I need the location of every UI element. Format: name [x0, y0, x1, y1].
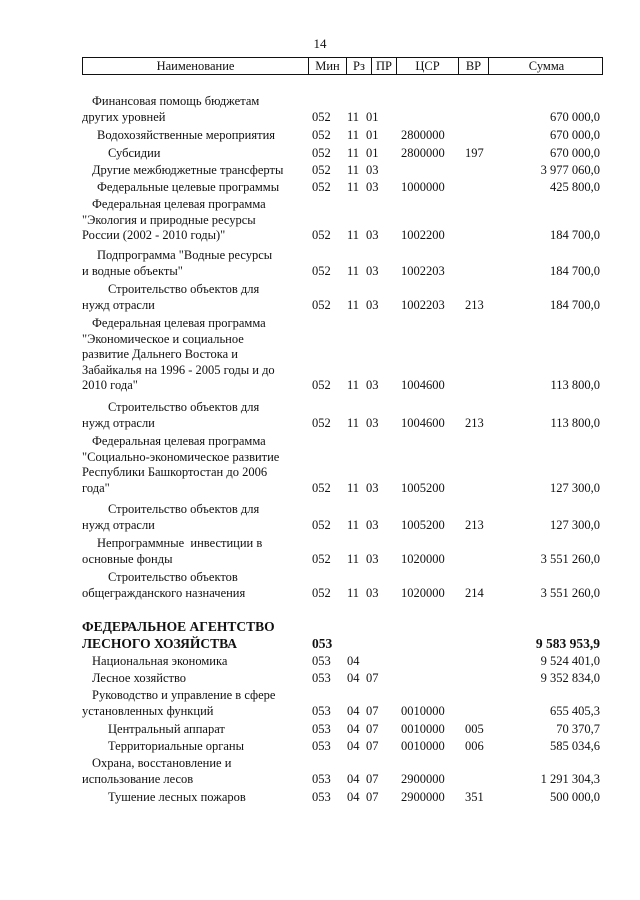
cell-vr: 351 — [465, 790, 484, 804]
row-name-line: Другие межбюджетные трансферты — [92, 163, 284, 177]
cell-rz: 11 — [347, 128, 360, 142]
row-name-line: Руководство и управление в сфере — [92, 688, 276, 702]
cell-csr: 1004600 — [401, 378, 445, 392]
cell-pr: 01 — [366, 128, 379, 142]
cell-rz: 11 — [347, 517, 360, 532]
row-name-line: ЛЕСНОГО ХОЗЯЙСТВА — [82, 636, 238, 651]
row-name-line: ФЕДЕРАЛЬНОЕ АГЕНТСТВО — [82, 619, 275, 634]
row-name-line: России (2002 - 2010 годы)" — [82, 228, 226, 242]
cell-rz: 11 — [347, 480, 360, 495]
row-name-line: общегражданского назначения — [82, 585, 246, 600]
cell-sum: 670 000,0 — [550, 109, 600, 124]
row-name-line: установленных функций — [82, 703, 214, 718]
row-name-line: других уровней — [82, 109, 166, 124]
cell-csr: 0010000 — [401, 722, 445, 736]
cell-sum: 670 000,0 — [550, 128, 600, 142]
cell-pr: 07 — [366, 722, 379, 736]
cell-vr: 006 — [465, 739, 484, 753]
cell-csr: 1005200 — [401, 480, 445, 495]
row-name-line: 2010 года" — [82, 378, 138, 392]
cell-csr: 1020000 — [401, 551, 445, 566]
row-name-line: нужд отрасли — [82, 297, 155, 312]
row-name-line: Федеральная целевая программа — [92, 434, 266, 448]
row-name-line: Финансовая помощь бюджетам — [92, 94, 260, 108]
cell-rz: 04 — [347, 790, 360, 804]
cell-sum: 3 551 260,0 — [540, 585, 600, 600]
cell-pr: 03 — [366, 180, 379, 194]
cell-min: 052 — [312, 585, 331, 600]
cell-sum: 127 300,0 — [550, 480, 600, 495]
row-name-line: Строительство объектов — [108, 570, 238, 584]
cell-sum: 9 583 953,9 — [535, 636, 600, 651]
cell-pr: 03 — [366, 551, 379, 566]
cell-rz: 04 — [347, 654, 360, 668]
cell-pr: 01 — [366, 109, 379, 124]
cell-rz: 04 — [347, 703, 360, 718]
cell-vr: 213 — [465, 415, 484, 430]
cell-min: 053 — [312, 722, 331, 736]
cell-sum: 70 370,7 — [556, 722, 600, 736]
cell-pr: 03 — [366, 585, 379, 600]
cell-sum: 184 700,0 — [550, 228, 600, 242]
cell-csr: 1004600 — [401, 415, 445, 430]
row-name-line: "Экономическое и социальное — [82, 331, 244, 346]
row-name-line: Тушение лесных пожаров — [108, 790, 246, 804]
cell-csr: 1020000 — [401, 585, 445, 600]
row-name-line: Территориальные органы — [108, 739, 245, 753]
cell-rz: 11 — [347, 415, 360, 430]
header-sum: Сумма — [488, 58, 604, 74]
row-name-line: нужд отрасли — [82, 517, 155, 532]
row-name-line: Строительство объектов для — [108, 400, 260, 414]
cell-vr: 213 — [465, 517, 484, 532]
row-name-line: "Социально-экономическое развитие — [82, 449, 280, 464]
header-csr: ЦСР — [396, 58, 458, 74]
cell-rz: 04 — [347, 671, 360, 685]
cell-sum: 113 800,0 — [550, 415, 600, 430]
cell-rz: 11 — [347, 163, 360, 177]
cell-min: 052 — [312, 128, 331, 142]
cell-min: 053 — [312, 636, 333, 651]
cell-pr: 07 — [366, 771, 379, 786]
cell-sum: 425 800,0 — [550, 180, 600, 194]
cell-rz: 11 — [347, 551, 360, 566]
cell-csr: 1002200 — [401, 228, 445, 242]
row-name-line: Подпрограмма "Водные ресурсы — [97, 248, 273, 262]
cell-rz: 11 — [347, 263, 360, 278]
header-name: Наименование — [156, 59, 235, 73]
row-name-line: нужд отрасли — [82, 415, 155, 430]
cell-min: 052 — [312, 551, 331, 566]
cell-sum: 3 551 260,0 — [540, 551, 600, 566]
cell-rz: 11 — [347, 585, 360, 600]
row-name-line: Непрограммные инвестиции в — [97, 536, 263, 550]
header-rz: Рз — [346, 58, 371, 74]
row-name-line: Федеральная целевая программа — [92, 197, 266, 211]
cell-vr: 213 — [465, 297, 484, 312]
page-number: 14 — [313, 36, 327, 51]
cell-min: 053 — [312, 703, 331, 718]
cell-sum: 1 291 304,3 — [540, 771, 600, 786]
cell-min: 052 — [312, 378, 331, 392]
cell-sum: 585 034,6 — [550, 739, 600, 753]
cell-csr: 2800000 — [401, 128, 445, 142]
row-name-line: основные фонды — [82, 551, 173, 566]
row-name-line: Республики Башкортостан до 2006 — [82, 465, 268, 479]
row-name-line: развитие Дальнего Востока и — [82, 347, 238, 361]
cell-sum: 9 352 834,0 — [540, 671, 600, 685]
cell-min: 052 — [312, 480, 331, 495]
cell-min: 053 — [312, 671, 331, 685]
cell-pr: 07 — [366, 739, 379, 753]
row-name-line: Национальная экономика — [92, 654, 228, 668]
cell-rz: 11 — [347, 378, 360, 392]
cell-min: 052 — [312, 180, 331, 194]
row-name-line: Субсидии — [108, 146, 161, 160]
cell-pr: 03 — [366, 378, 379, 392]
cell-rz: 11 — [347, 109, 360, 124]
cell-pr: 01 — [366, 146, 379, 160]
row-name-line: "Экология и природные ресурсы — [82, 212, 256, 227]
cell-csr: 2900000 — [401, 771, 445, 786]
cell-sum: 655 405,3 — [550, 703, 600, 718]
cell-pr: 07 — [366, 790, 379, 804]
cell-csr: 1002203 — [401, 263, 445, 278]
cell-rz: 11 — [347, 228, 360, 242]
cell-vr: 005 — [465, 722, 484, 736]
cell-pr: 07 — [366, 671, 379, 685]
cell-sum: 184 700,0 — [550, 297, 600, 312]
cell-min: 052 — [312, 146, 331, 160]
cell-min: 053 — [312, 771, 331, 786]
row-name-line: использование лесов — [82, 771, 194, 786]
cell-min: 052 — [312, 517, 331, 532]
cell-rz: 11 — [347, 297, 360, 312]
cell-min: 052 — [312, 263, 331, 278]
cell-sum: 184 700,0 — [550, 263, 600, 278]
row-name-line: Центральный аппарат — [108, 722, 225, 736]
cell-min: 052 — [312, 415, 331, 430]
cell-pr: 03 — [366, 163, 379, 177]
cell-min: 053 — [312, 654, 331, 668]
cell-pr: 03 — [366, 297, 379, 312]
cell-min: 052 — [312, 109, 331, 124]
row-name-line: Охрана, восстановление и — [92, 756, 232, 770]
cell-min: 053 — [312, 790, 331, 804]
header-vr: ВР — [458, 58, 488, 74]
cell-pr: 03 — [366, 517, 379, 532]
row-name-line: года" — [82, 480, 110, 495]
cell-csr: 1000000 — [401, 180, 445, 194]
cell-min: 052 — [312, 297, 331, 312]
row-name-line: и водные объекты" — [82, 263, 183, 278]
row-name-line: Лесное хозяйство — [92, 671, 187, 685]
cell-pr: 03 — [366, 263, 379, 278]
cell-csr: 2900000 — [401, 790, 445, 804]
cell-rz: 04 — [347, 771, 360, 786]
cell-sum: 3 977 060,0 — [540, 163, 600, 177]
cell-csr: 1005200 — [401, 517, 445, 532]
cell-rz: 04 — [347, 722, 360, 736]
cell-rz: 04 — [347, 739, 360, 753]
cell-pr: 03 — [366, 480, 379, 495]
cell-rz: 11 — [347, 146, 360, 160]
row-name-line: Строительство объектов для — [108, 502, 260, 516]
cell-sum: 9 524 401,0 — [540, 654, 600, 668]
cell-sum: 127 300,0 — [550, 517, 600, 532]
cell-pr: 07 — [366, 703, 379, 718]
table-header — [82, 57, 603, 75]
row-name-line: Забайкалья на 1996 - 2005 годы и до — [82, 362, 275, 377]
cell-min: 053 — [312, 739, 331, 753]
cell-sum: 500 000,0 — [550, 790, 600, 804]
cell-min: 052 — [312, 228, 331, 242]
cell-csr: 2800000 — [401, 146, 445, 160]
cell-vr: 214 — [465, 585, 484, 600]
row-name-line: Водохозяйственные мероприятия — [97, 128, 276, 142]
row-name-line: Строительство объектов для — [108, 282, 260, 296]
header-min: Мин — [308, 58, 346, 74]
cell-rz: 11 — [347, 180, 360, 194]
cell-csr: 1002203 — [401, 297, 445, 312]
row-name-line: Федеральные целевые программы — [97, 180, 280, 194]
cell-csr: 0010000 — [401, 703, 445, 718]
cell-csr: 0010000 — [401, 739, 445, 753]
cell-pr: 03 — [366, 415, 379, 430]
cell-sum: 670 000,0 — [550, 146, 600, 160]
cell-sum: 113 800,0 — [550, 378, 600, 392]
cell-vr: 197 — [465, 146, 484, 160]
cell-pr: 03 — [366, 228, 379, 242]
row-name-line: Федеральная целевая программа — [92, 316, 266, 330]
header-pr: ПР — [371, 58, 396, 74]
cell-min: 052 — [312, 163, 331, 177]
